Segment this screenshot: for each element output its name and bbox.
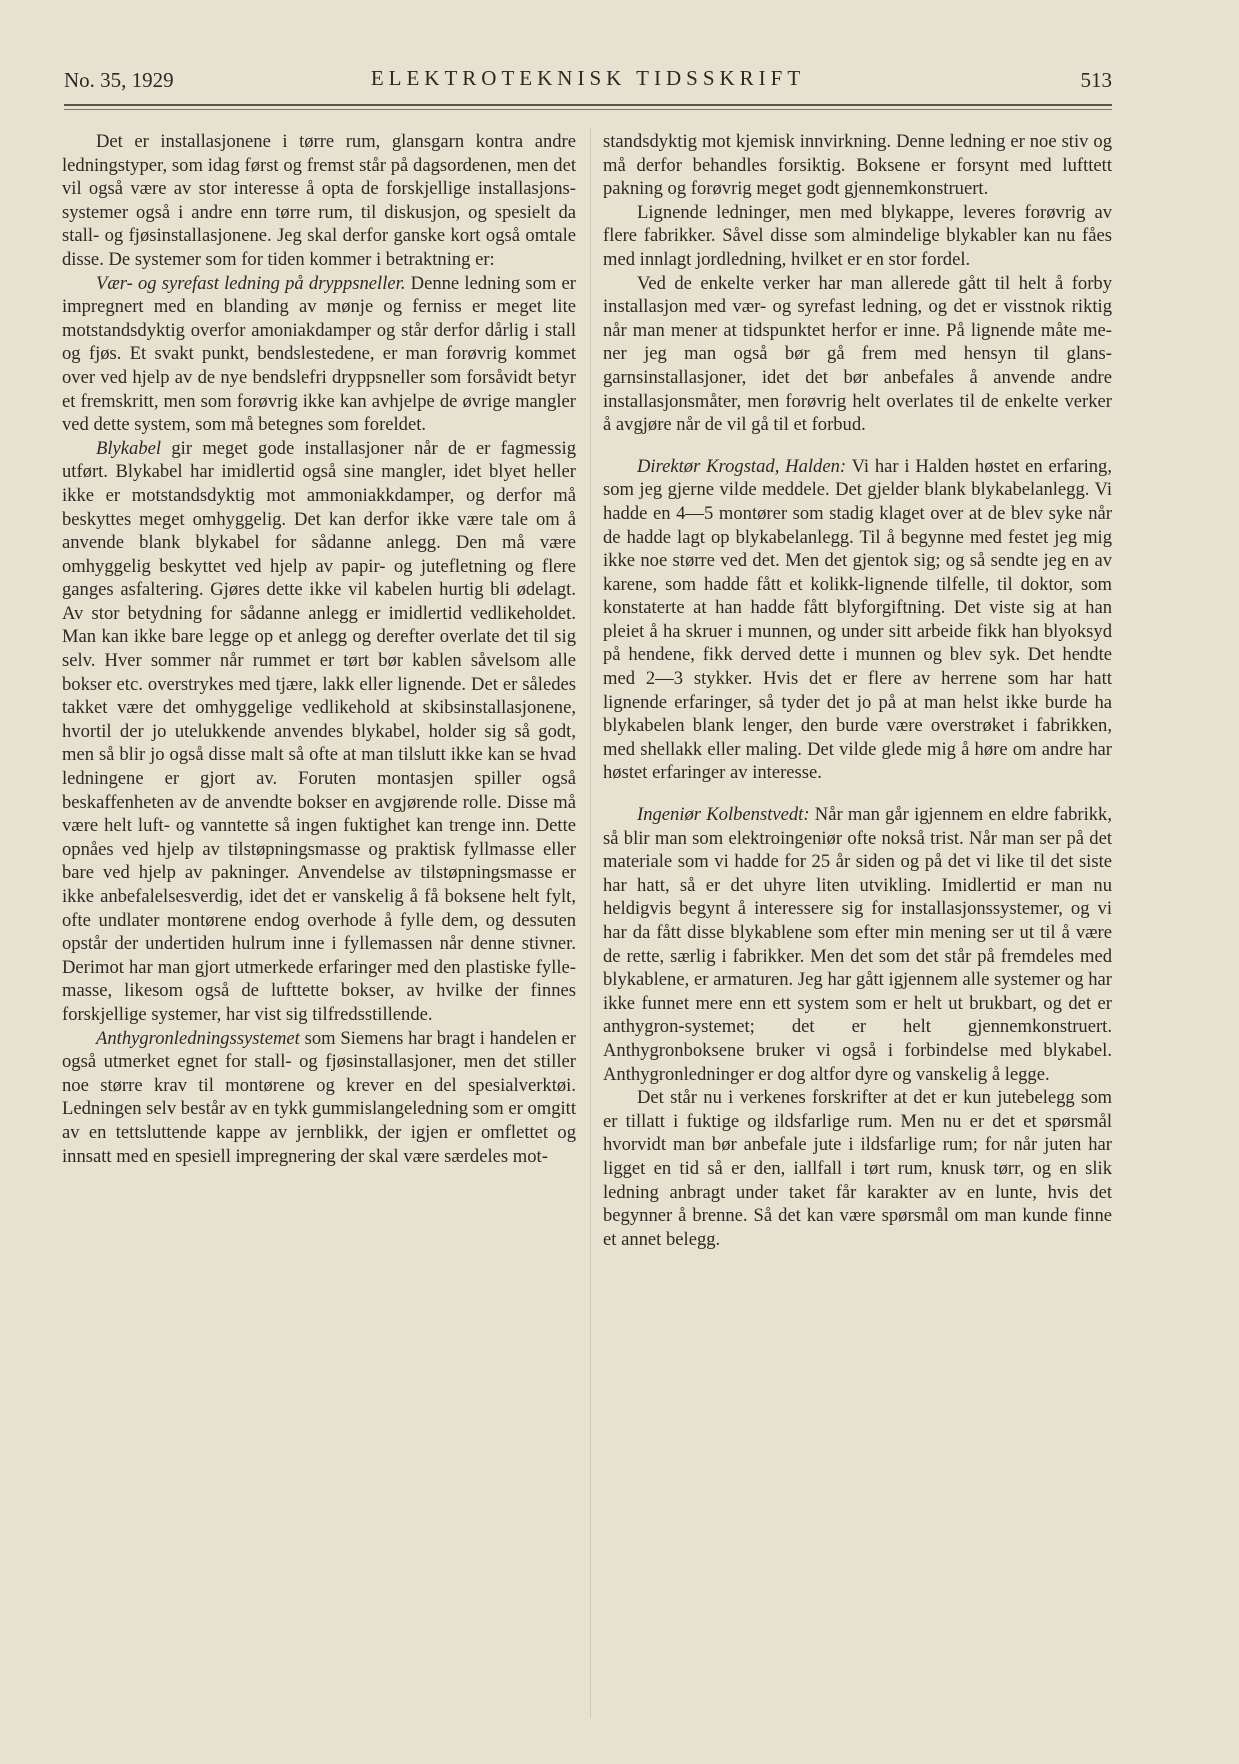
paragraph [603, 803, 1112, 1086]
paragraph: Det står nu i verkenes forskrifter at det er kun jutebelegg som er tillatt i fuktige og ildsfarlige rum. Men nu er det et spørsmål hvorvidt man bør anbefale jute i ildsfarlige rum; for når juten har ligget en tid så er den, iallfall i tørt rum, knusk tørr, og en slik ledning anbragt under taket får karakter av en lunte, hvis det begynner å brenne. Så det kan være spørsmål om man kunde finne et annet belegg. [603, 1087, 1112, 1250]
run-in-heading: Anthygronledningssystemet [96, 1027, 300, 1049]
page-number: 513 [1080, 68, 1112, 92]
paragraph [603, 455, 1112, 785]
speaker-name: Direktør Krogstad, Halden: [637, 455, 847, 477]
running-header [64, 64, 1112, 94]
paragraph-text: gir meget gode installasjoner når de er fagmessig utført. Blykabel har imidlertid også sine mangler, idet blyet heller ikke er motstandsdyktig mot ammoniakkdamper, og derfor må beskyttes meget omhyggelig. Det kan derfor ikke være tale om å anvende blank blykabel for sådanne anlegg. Den må være omhyggelig beskyttet ved hjelp av papir- og jutefletning og flere ganges asfaltering. Gjøres dette ikke vil kabelen hurtig bli ødelagt. Av stor betydning for sådanne anlegg er imidlertid vedlikeholdet. Man kan ikke bare legge op et anlegg og derefter overlate det til sig selv. Hver sommer når rummet er tørt bør kablen såvelsom alle bokser etc. overstrykes med tjære, lakk eller lignende. Det er således takket være det omhyggelige vedlikehold at skibsinstallasjonene, hvortil der jo utelukkende anvendes blykabel, holder sig så godt, men så blir jo også disse malt så ofte at man tilslutt ikke kan se hvad ledningene er gjort av. Foruten montasjen spiller også beskaffenheten av de anvendte bokser en avgjørende rolle. Disse må være helt luft- og vanntette så ingen fuktighet kan trenge inn. Dette opnåes ved hjelp av tilstøpningsmasse og praktisk fyllmasse eller bare ved hjelp av pakninger. Anvendelse av tilstøpningsmasse er ikke anbefalelsesverdig, idet det er vanskelig å få boksene helt fylt, ofte undlater montørene endog overhode å fylle dem, og dessuten opstår der undertiden hulrum inne i fyllemassen når denne stivner. Derimot har man gjort utmerkede erfaringer med den plastiske fyllemasse, likesom også de lufttette bokser, av hvilke der finnes forskjellige systemer, har vist sig tilfredsstillende. [62, 437, 576, 1025]
paragraph: Lignende ledninger, men med blykappe, leveres forøvrig av flere fabrikker. Såvel disse som almindelige blykabler kan nu fåes med innlagt jordledning, hvilket er en stor fordel. [603, 201, 1112, 270]
speaker-name: Ingeniør Kolbenstvedt: [637, 804, 810, 826]
paragraph: Ved de enkelte verker har man allerede gått til helt å forby installasjon med vær- og syrefast ledning, og det er visstnok riktig når man mener at tidspunktet herfor er inne. På lignende måte mener jeg man også bør gå frem med hensyn til glansgarnsinstallasjoner, idet det bør anbefales å anvende andre installasjonsmåter, men forøvrig helt overlates til de enkelte verker å avgjøre når de vil gå til et forbud. [603, 272, 1112, 436]
paragraph-text: Denne ledning som er impregnert med en blanding av mønje og ferniss er meget lite motstandsdyktig overfor amoniakdamper og står derfor dårlig i stall og fjøs. Et svakt punkt, bendslestedene, er man forøvrig kommet over ved hjelp av de nye bendslefri dryppsneller som forsåvidt betyr et fremskritt, men som forøvrig ikke kan avhjelpe de øvrige mangler ved dette system, som må betegnes som foreldet. [62, 272, 576, 436]
right-column [603, 130, 1112, 1251]
paragraph-text: Vi har i Halden høstet en erfaring, som jeg gjerne vilde meddele. Det gjelder blank blykabelanlegg. Vi hadde en 4—5 montører som stadig klaget over at de blev syke når de hadde lagt op blykabelanlegg. Til å begynne med festet jeg mig ikke noe større ved det. Men det gjentok sig; og så sendte jeg en av karene, som hadde fått et kolikk-lignende tilfelle, til doktor, som konstaterte at han hadde fått blyforgiftning. Det viste sig at han pleiet å ha skruer i munnen, og under sitt arbeide fikk han blyoksyd på hendene, fikk derved dette i munnen og blev syk. Det hendte med 2—3 stykker. Hvis det er flere av herrene som har hatt lignende erfaringer, så tyder det jo på at man helst ikke burde ha blykabelen blank lenger, den burde være overstrøket i fabrikken, med shellakk eller maling. Det vilde glede mig å høre om andre har høstet erfaringer av interesse. [603, 455, 1112, 784]
paragraph [62, 272, 576, 437]
run-in-heading: Blykabel [96, 437, 162, 459]
paragraph-text: som Siemens har bragt i handelen er også utmerket egnet for stall- og fjøsinstallasjoner, men det stiller noe større krav til montørene og krever en del spesialverktøi. Ledningen selv består av en tykk gummislangeledning som er omgitt av en tettsluttende kappe av jernblikk, der igjen er omflettet og innsatt med en spesiell impregnering der skal være særdeles mot- [62, 1027, 576, 1167]
issue-number: No. 35, 1929 [64, 68, 174, 92]
paragraph: Det er installasjonene i tørre rum, glansgarn kontra andre ledningstyper, som idag først og fremst står på dagsordenen, men det vil også være av stor interesse å opta de forskjellige installasjonssystemer også i andre enn tørre rum, til diskusjon, og spesielt da stall- og fjøsinstallasjonene. Jeg skal derfor ganske kort også omtale disse. De systemer som for tiden kommer i betraktning er: [62, 131, 576, 270]
run-in-heading: Vær- og syrefast ledning på dryppsneller. [96, 272, 406, 294]
header-rule [64, 104, 1112, 106]
header-rule-thin [64, 109, 1112, 110]
paragraph-text: Når man går igjennem en eldre fabrikk, så blir man som elektroingeniør ofte nokså trist. Når man ser på det materiale som vi hadde for 25 år siden og på det vi like til det siste har hatt, så er det uhyre liten utvikling. Imidlertid er man nu heldigvis begynt å interessere sig for installasjonssystemer, og vi har da fått disse blykablene som efter min mening ser ut til å være de rette, særlig i fabrikker. Men det som det står på fremdeles med blykablene, er armaturen. Jeg har gått igjennem alle systemer og har ikke funnet mere enn ett system som er helt ut brukbart, og det er anthygron-systemet; det er helt gjennemkonstruert. Anthygronboksene bruker vi også i forbindelse med blykabel. Anthygronledninger er dog altfor dyre og vanskelig å legge. [603, 804, 1112, 1085]
left-column [62, 130, 576, 1168]
paragraph: standsdyktig mot kjemisk innvirkning. Denne ledning er noe stiv og må derfor behandles forsiktig. Boksene er forsynt med lufttett pakning og forøvrig meget godt gjennemkonstruert. [603, 131, 1112, 200]
paragraph [62, 1027, 576, 1169]
journal-title: ELEKTROTEKNISK TIDSSKRIFT [370, 66, 806, 90]
paragraph [62, 437, 576, 1027]
column-divider [590, 128, 591, 1718]
